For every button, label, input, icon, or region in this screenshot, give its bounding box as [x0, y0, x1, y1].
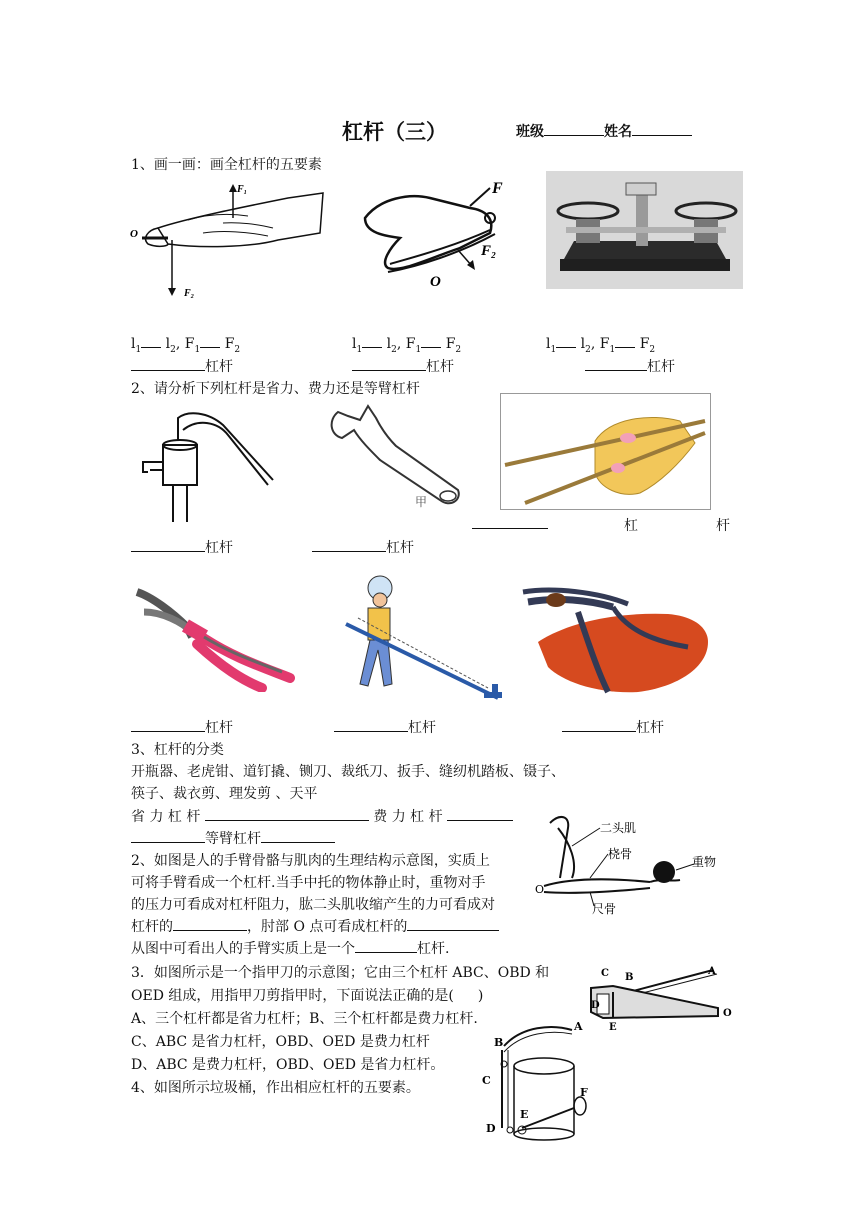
bin-c-label: C	[482, 1074, 491, 1087]
bin-d-label: D	[486, 1122, 496, 1135]
wrench-label: 甲	[415, 495, 428, 509]
q2-heading: 2、请分析下列杠杆是省力、费力还是等臂杠杆	[131, 381, 420, 397]
clipper-b-label: B	[625, 972, 634, 983]
q5-line2: OED 组成，用指甲刀剪指甲时，下面说法正确的是( )	[131, 988, 484, 1004]
nail-clipper-figure	[583, 960, 738, 1032]
arm-weight-label: 重物	[692, 855, 717, 869]
arm-skeleton-figure	[530, 808, 730, 918]
foot-pedal-figure	[350, 178, 520, 293]
q5-option-c: C、ABC 是省力杠杆，OBD、OED 是费力杠杆	[131, 1034, 430, 1050]
clipper-o-label: O	[723, 1008, 732, 1019]
q2-row1-1: 杠杆	[131, 537, 233, 557]
q1-type-1: 杠杆	[131, 356, 233, 376]
arm-radius-label: 桡骨	[608, 847, 633, 861]
arm-o-label: O	[535, 883, 545, 896]
q1-answer-1: $l_1$ $l_2$, $F_1$ $F_2$	[131, 336, 241, 355]
q1-answer-2: $l_1$ $l_2$, $F_1$ $F_2$	[352, 336, 462, 355]
page-title: 杠杆（三）	[342, 119, 447, 144]
clipper-e-label: E	[609, 1022, 617, 1032]
q2-row1-2: 杠杆	[312, 537, 414, 557]
worker-lever-figure	[338, 572, 518, 712]
class-name-header	[516, 121, 692, 141]
q1-type-3: 杠杆	[585, 356, 675, 376]
q4-line1: 2、如图是人的手臂骨骼与肌肉的生理结构示意图，实质上	[131, 853, 490, 869]
class-blank[interactable]	[544, 122, 604, 136]
fig1-f2-label: F₂	[184, 288, 195, 299]
q2-row2-3: 杠杆	[562, 717, 664, 737]
name-label: 姓名	[604, 124, 632, 140]
q5-option-d: D、ABC 是费力杠杆，OBD、OED 是省力杠杆。	[131, 1057, 445, 1073]
finger-lever-figure	[128, 178, 328, 303]
q4-line2: 可将手臂看成一个杠杆.当手中托的物体静止时，重物对手	[131, 875, 486, 891]
nutcracker-figure	[518, 582, 710, 700]
q5-line1: 3．如图所示是一个指甲刀的示意图；它由三个杠杆 ABC、OBD 和	[131, 965, 550, 981]
fig1-f1-label: F₁	[237, 184, 248, 195]
pump-lever-figure	[128, 400, 278, 525]
balance-scale-figure	[546, 171, 743, 289]
q4-line4: 杠杆的 ，肘部 O 点可看成杠杆的	[131, 916, 499, 936]
arm-biceps-label: 二头肌	[600, 821, 637, 835]
clipper-c-label: C	[601, 968, 609, 979]
q3-save-row: 省 力 杠 杆 费 力 杠 杆	[131, 806, 513, 826]
q1-type-2: 杠杆	[352, 356, 454, 376]
q3-equal-row: 等臂杠杆	[131, 828, 335, 848]
arm-ulna-label: 尺骨	[592, 902, 617, 916]
q3-heading: 3、杠杆的分类	[131, 742, 224, 758]
q2-row2-1: 杠杆	[131, 717, 233, 737]
fig2-o-label: O	[430, 274, 441, 290]
q5-option-ab: A、三个杠杆都是省力杠杆；B、三个杠杆都是费力杠杆.	[131, 1011, 478, 1027]
q2-blank-chopsticks	[472, 515, 548, 533]
pliers-figure	[132, 582, 297, 692]
bin-b-label: B	[494, 1036, 504, 1049]
bin-a-label: A	[574, 1020, 583, 1033]
q6-line: 4、如图所示垃圾桶，作出相应杠杆的五要素。	[131, 1080, 420, 1096]
q1-answer-3: $l_1$ $l_2$, $F_1$ $F_2$	[546, 336, 656, 355]
clipper-d-label: D	[591, 1000, 600, 1011]
fig1-o-label: O	[130, 228, 138, 240]
q2-row2-2: 杠杆	[334, 717, 436, 737]
q1-heading: 1、画一画：画全杠杆的五要素	[131, 157, 322, 173]
q4-line5: 从图中可看出人的手臂实质上是一个 杠杆.	[131, 941, 450, 957]
q2-char-2: 杆	[716, 518, 730, 534]
q2-char-1: 杠	[624, 518, 638, 534]
q4-line3: 的压力可看成对杠杆阻力，肱二头肌收缩产生的力可看成对	[131, 897, 495, 913]
fig2-f2-label: F₂	[481, 243, 497, 259]
bin-f-label: F	[580, 1086, 588, 1099]
bin-e-label: E	[520, 1108, 529, 1121]
q3-items-line1: 开瓶器、老虎钳、道钉撬、铡刀、裁纸刀、扳手、缝纫机踏板、镊子、	[131, 764, 565, 780]
q3-items-line2: 筷子、裁衣剪、理发剪 、天平	[131, 786, 318, 802]
name-blank[interactable]	[632, 122, 692, 136]
fig2-f-label: F	[492, 180, 503, 197]
clipper-a-label: A	[708, 966, 716, 977]
wrench-figure	[320, 400, 465, 512]
trash-bin-figure	[482, 1016, 590, 1144]
chopsticks-figure	[500, 393, 711, 510]
class-label: 班级	[516, 124, 544, 140]
